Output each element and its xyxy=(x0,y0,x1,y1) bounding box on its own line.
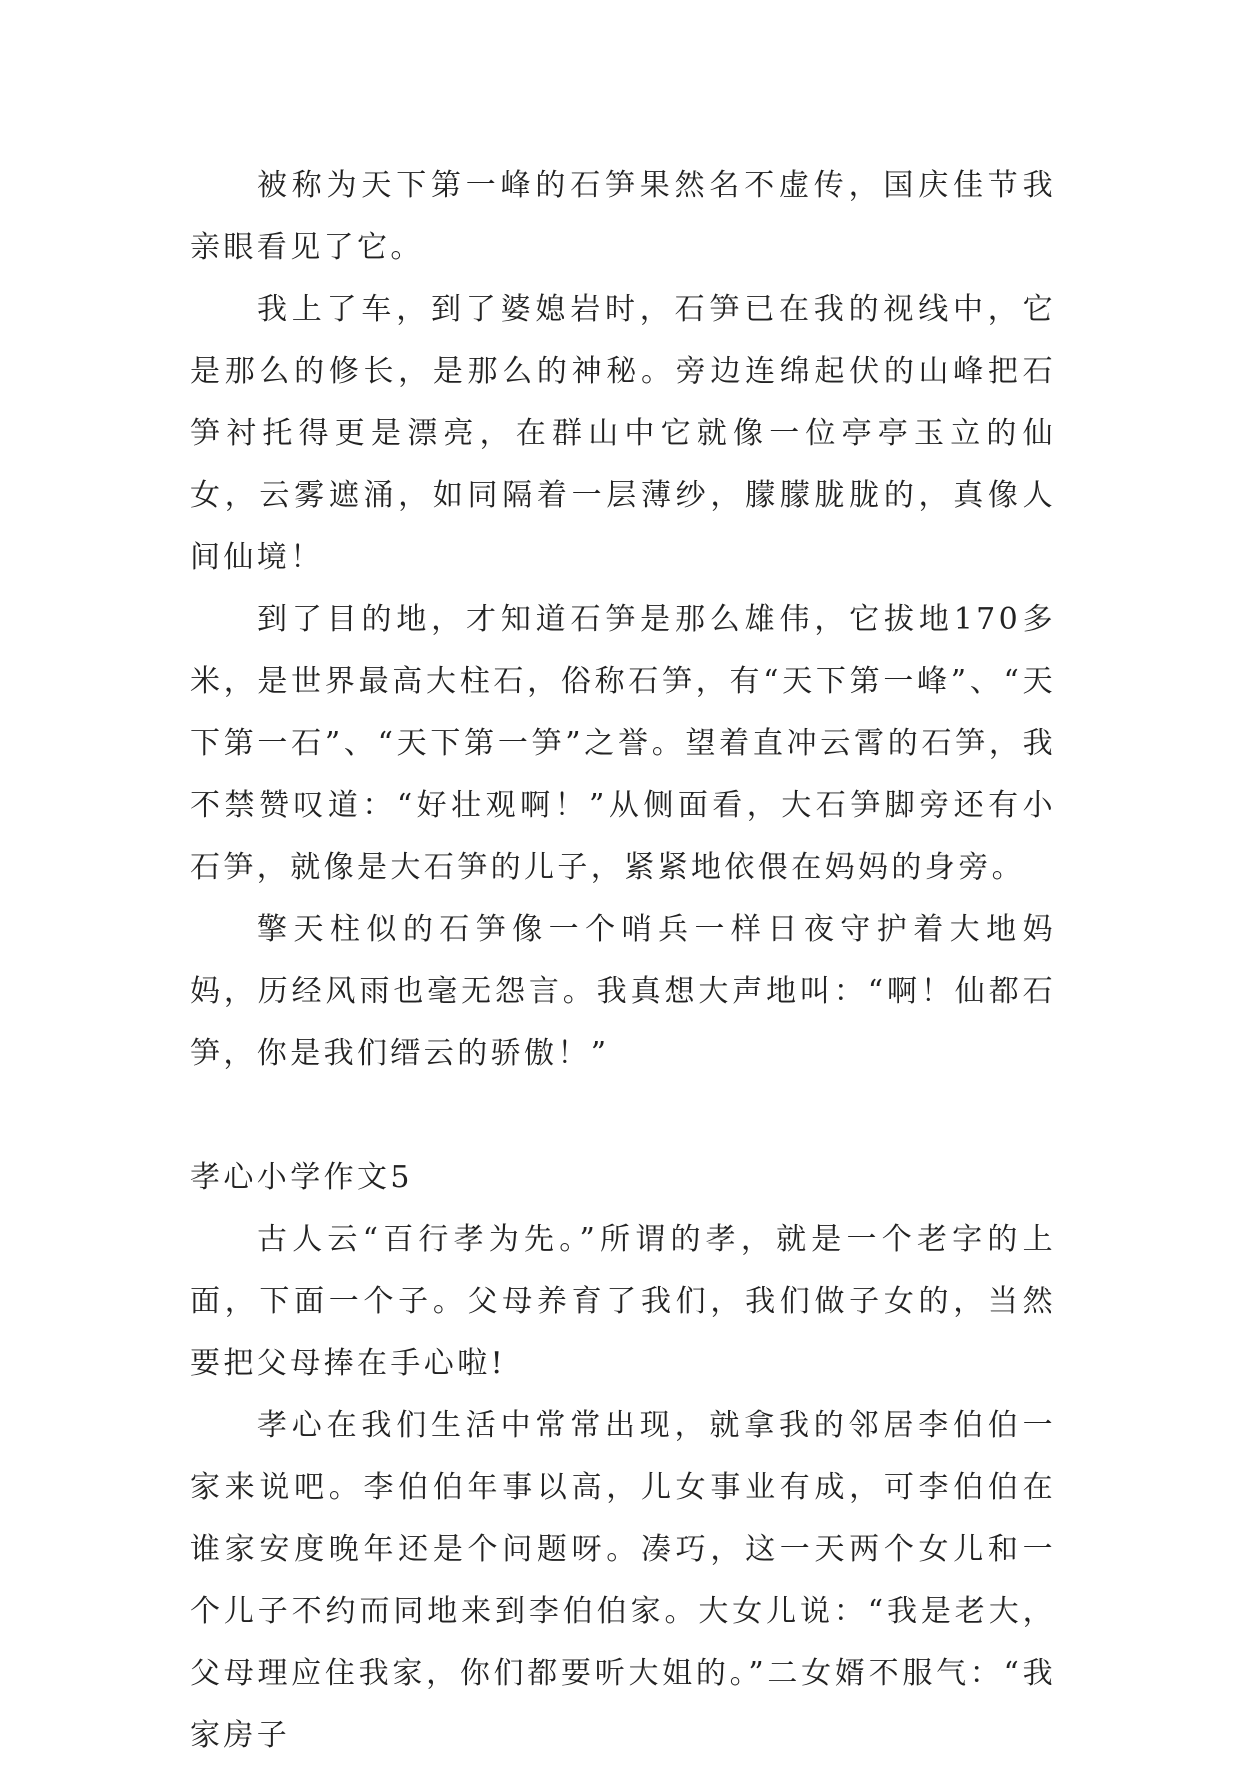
paragraph: 孝心在我们生活中常常出现，就拿我的邻居李伯伯一家来说吧。李伯伯年事以高，儿女事业有成，可李伯伯在谁家安度晚年还是个问题呀。凑巧，这一天两个女儿和一个儿子不约而同地来到李伯伯家。大女儿说：“我是老大，父母理应住我家，你们都要听大姐的。”二女婿不服气：“我家房子 xyxy=(190,1408,1056,1753)
paragraph: 古人云“百行孝为先。”所谓的孝，就是一个老字的上面，下面一个子。父母养育了我们，我们做子女的，当然要把父母捧在手心啦! xyxy=(190,1222,1056,1381)
section-title: 孝心小学作文5 xyxy=(190,1160,413,1195)
section-spacer xyxy=(190,1085,1056,1147)
paragraph: 擎天柱似的石笋像一个哨兵一样日夜守护着大地妈妈，历经风雨也毫无怨言。我真想大声地叫：“啊！仙都石笋，你是我们缙云的骄傲！” xyxy=(190,912,1056,1071)
paragraph: 我上了车，到了婆媳岩时，石笋已在我的视线中，它是那么的修长，是那么的神秘。旁边连绵起伏的山峰把石笋衬托得更是漂亮，在群山中它就像一位亭亭玉立的仙女，云雾遮涌，如同隔着一层薄纱，朦朦胧胧的，真像人间仙境！ xyxy=(190,292,1056,575)
paragraph: 被称为天下第一峰的石笋果然名不虚传，国庆佳节我亲眼看见了它。 xyxy=(190,168,1056,265)
document-page xyxy=(190,155,1056,1767)
paragraph: 到了目的地，才知道石笋是那么雄伟，它拔地170多米，是世界最高大柱石，俗称石笋，有“天下第一峰”、“天下第一石”、“天下第一笋”之誉。望着直冲云霄的石笋，我不禁赞叹道：“好壮观啊！”从侧面看，大石笋脚旁还有小石笋，就像是大石笋的儿子，紧紧地依偎在妈妈的身旁。 xyxy=(190,602,1056,885)
